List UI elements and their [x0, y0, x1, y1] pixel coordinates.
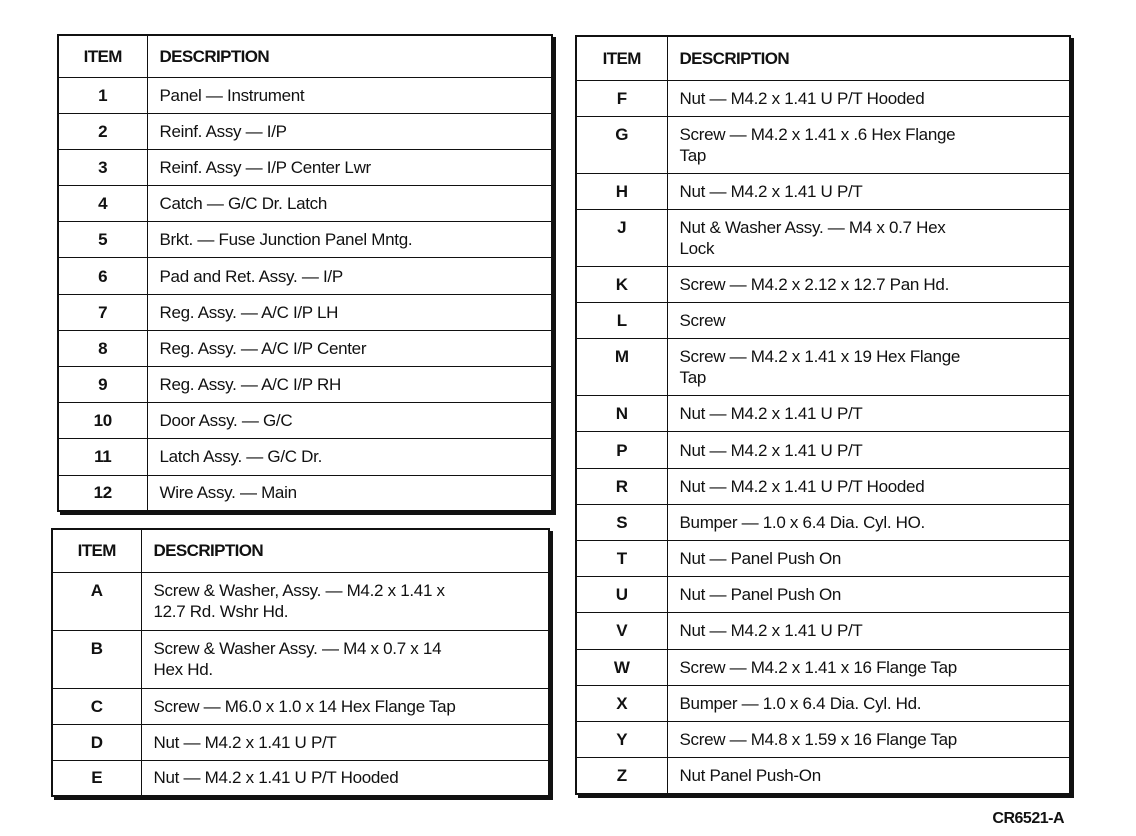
item-description: [141, 572, 549, 630]
item-letter: F: [576, 80, 667, 116]
item-letter: P: [576, 432, 667, 468]
description-line: Screw & Washer Assy. — M4 x 0.7 x 14: [153, 639, 442, 658]
item-description: Pad and Ret. Assy. — I/P: [147, 258, 552, 294]
item-letter: U: [576, 577, 667, 613]
description-line: Screw — M4.2 x 1.41 x .6 Hex Flange: [679, 124, 956, 144]
table-row: [576, 685, 1070, 721]
parts-table-numbered: [57, 34, 553, 512]
table-row: [58, 367, 552, 403]
table-row: [58, 149, 552, 185]
fasteners-table-a-e: [51, 528, 550, 797]
item-description: Nut — M4.2 x 1.41 U P/T: [667, 173, 1070, 209]
description-line: Nut & Washer Assy. — M4 x 0.7 Hex: [679, 217, 946, 237]
table-header-row: [576, 36, 1070, 80]
item-letter: M: [576, 339, 667, 396]
item-description: Screw: [667, 303, 1070, 339]
item-number: 5: [58, 222, 147, 258]
item-number: 7: [58, 294, 147, 330]
item-letter: X: [576, 685, 667, 721]
item-description: Wire Assy. — Main: [147, 475, 552, 511]
item-description: Latch Assy. — G/C Dr.: [147, 439, 552, 475]
table-row: [58, 258, 552, 294]
item-description: Nut — M4.2 x 1.41 U P/T: [667, 396, 1070, 432]
item-letter: V: [576, 613, 667, 649]
table-row: [58, 439, 552, 475]
table-row: [52, 572, 549, 630]
item-description: Bumper — 1.0 x 6.4 Dia. Cyl. Hd.: [667, 685, 1070, 721]
table-row: [576, 541, 1070, 577]
item-description: Panel — Instrument: [147, 77, 552, 113]
item-letter: G: [576, 116, 667, 173]
table-row: [58, 113, 552, 149]
item-letter: D: [52, 724, 141, 760]
item-description: [667, 209, 1070, 266]
item-description: Screw — M4.2 x 2.12 x 12.7 Pan Hd.: [667, 266, 1070, 302]
description-column-header: DESCRIPTION: [667, 36, 1070, 80]
table-row: [58, 77, 552, 113]
item-description: Nut — M4.2 x 1.41 U P/T Hooded: [667, 80, 1070, 116]
item-letter: L: [576, 303, 667, 339]
item-letter: S: [576, 504, 667, 540]
item-letter: J: [576, 209, 667, 266]
item-number: 6: [58, 258, 147, 294]
table-row: [576, 577, 1070, 613]
table-row: [576, 613, 1070, 649]
item-column-header: ITEM: [576, 36, 667, 80]
table-row: [58, 330, 552, 366]
table-row: [58, 294, 552, 330]
description-column-header: DESCRIPTION: [141, 529, 549, 572]
table-row: [52, 688, 549, 724]
table-row: [58, 186, 552, 222]
description-line: Screw — M4.2 x 1.41 x 19 Hex Flange: [679, 347, 961, 367]
table-row: [52, 724, 549, 760]
item-description: Nut — Panel Push On: [667, 577, 1070, 613]
table-row: [52, 760, 549, 796]
table-row: [576, 649, 1070, 685]
item-number: 1: [58, 77, 147, 113]
item-description: [141, 630, 549, 688]
item-description: Reg. Assy. — A/C I/P Center: [147, 330, 552, 366]
description-column-header: DESCRIPTION: [147, 35, 552, 77]
description-line: 12.7 Rd. Wshr Hd.: [153, 602, 289, 621]
table-row: [576, 266, 1070, 302]
item-description: Nut — M4.2 x 1.41 U P/T: [141, 724, 549, 760]
item-description: Reg. Assy. — A/C I/P LH: [147, 294, 552, 330]
item-column-header: ITEM: [52, 529, 141, 572]
item-description: Nut — M4.2 x 1.41 U P/T Hooded: [141, 760, 549, 796]
table-row: [576, 303, 1070, 339]
item-letter: Y: [576, 721, 667, 757]
item-description: Reg. Assy. — A/C I/P RH: [147, 367, 552, 403]
item-number: 12: [58, 475, 147, 511]
description-line: Lock: [679, 238, 715, 258]
table-row: [576, 504, 1070, 540]
item-description: Screw — M4.2 x 1.41 x 16 Flange Tap: [667, 649, 1070, 685]
item-description: Catch — G/C Dr. Latch: [147, 186, 552, 222]
item-letter: W: [576, 649, 667, 685]
item-description: Brkt. — Fuse Junction Panel Mntg.: [147, 222, 552, 258]
item-description: Reinf. Assy — I/P Center Lwr: [147, 149, 552, 185]
table-row: [58, 475, 552, 511]
item-description: Screw — M6.0 x 1.0 x 14 Hex Flange Tap: [141, 688, 549, 724]
item-letter: N: [576, 396, 667, 432]
item-number: 11: [58, 439, 147, 475]
table-row: [58, 222, 552, 258]
table-row: [576, 758, 1070, 794]
table-row: [576, 396, 1070, 432]
table-row: [576, 468, 1070, 504]
item-letter: T: [576, 541, 667, 577]
table-row: [52, 630, 549, 688]
description-line: Tap: [679, 368, 707, 388]
item-column-header: ITEM: [58, 35, 147, 77]
item-number: 8: [58, 330, 147, 366]
item-number: 4: [58, 186, 147, 222]
description-line: Tap: [679, 145, 707, 165]
item-description: Nut Panel Push-On: [667, 758, 1070, 794]
table-row: [58, 403, 552, 439]
table-row: [576, 116, 1070, 173]
item-letter: Z: [576, 758, 667, 794]
item-description: Nut — M4.2 x 1.41 U P/T: [667, 432, 1070, 468]
fasteners-table-f-z: [575, 35, 1071, 795]
table-row: [576, 80, 1070, 116]
description-line: Hex Hd.: [153, 660, 213, 679]
item-description: Nut — Panel Push On: [667, 541, 1070, 577]
item-letter: A: [52, 572, 141, 630]
item-letter: R: [576, 468, 667, 504]
table-header-row: [58, 35, 552, 77]
description-line: Screw & Washer, Assy. — M4.2 x 1.41 x: [153, 581, 445, 600]
table-header-row: [52, 529, 549, 572]
table-row: [576, 432, 1070, 468]
table-row: [576, 173, 1070, 209]
table-row: [576, 339, 1070, 396]
item-description: Bumper — 1.0 x 6.4 Dia. Cyl. HO.: [667, 504, 1070, 540]
item-description: Door Assy. — G/C: [147, 403, 552, 439]
item-description: Reinf. Assy — I/P: [147, 113, 552, 149]
item-number: 2: [58, 113, 147, 149]
item-description: Screw — M4.8 x 1.59 x 16 Flange Tap: [667, 721, 1070, 757]
item-letter: B: [52, 630, 141, 688]
table-row: [576, 209, 1070, 266]
item-description: Nut — M4.2 x 1.41 U P/T Hooded: [667, 468, 1070, 504]
item-letter: E: [52, 760, 141, 796]
figure-reference-code: CR6521-A: [992, 810, 1064, 827]
item-letter: K: [576, 266, 667, 302]
item-letter: C: [52, 688, 141, 724]
item-letter: H: [576, 173, 667, 209]
item-description: [667, 339, 1070, 396]
item-number: 3: [58, 149, 147, 185]
item-number: 9: [58, 367, 147, 403]
item-description: Nut — M4.2 x 1.41 U P/T: [667, 613, 1070, 649]
item-number: 10: [58, 403, 147, 439]
item-description: [667, 116, 1070, 173]
table-row: [576, 721, 1070, 757]
